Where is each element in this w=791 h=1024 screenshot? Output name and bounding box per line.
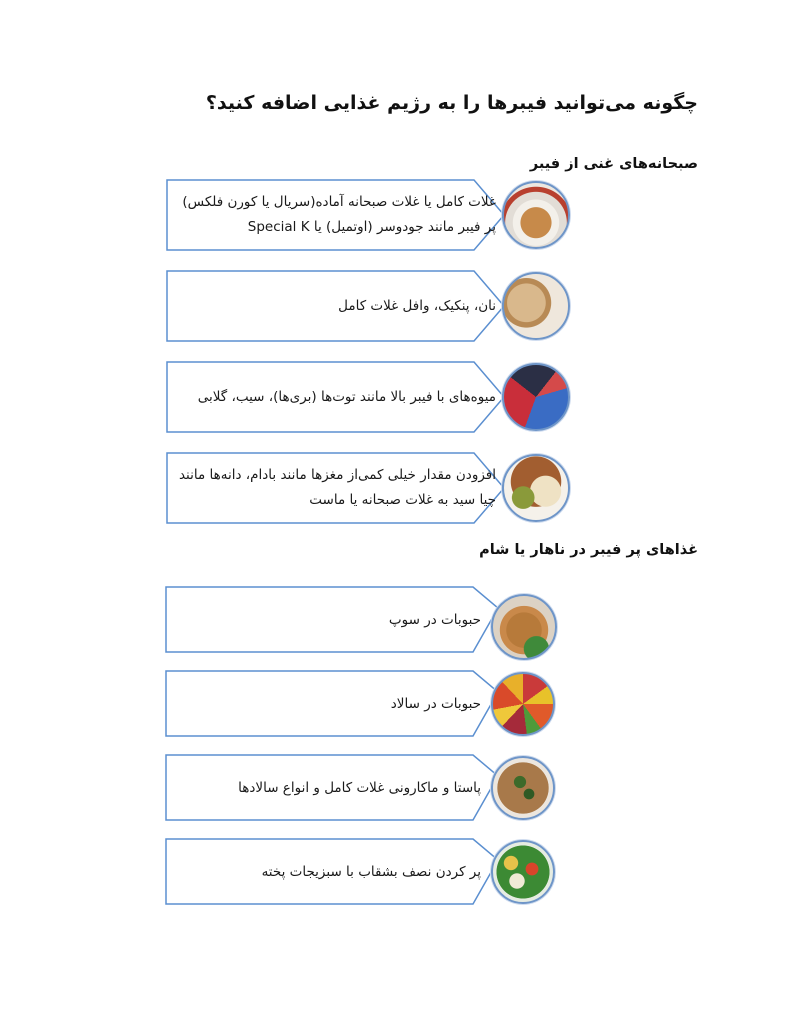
- pasta-image: [491, 756, 555, 820]
- item-text: پر کردن نصف بشقاب با سبزیجات پخته: [261, 863, 481, 880]
- list-item: [165, 838, 565, 906]
- nuts-image: [502, 454, 570, 522]
- bean-salad-image: [491, 672, 555, 736]
- item-text: افزودن مقدار خیلی کمی‌از مغزها مانند بادام، دانه‌ها مانند چیا سید به غلات صبحانه یا ماست: [178, 467, 496, 508]
- bread-image: [502, 272, 570, 340]
- list-item: [166, 179, 576, 251]
- list-item: [165, 754, 565, 822]
- list-item: [166, 452, 576, 524]
- page-title: چگونه می‌توانید فیبرها را به رژیم غذایی اضافه کنید؟: [205, 92, 698, 114]
- list-item: [165, 586, 565, 654]
- cereal-bowl-image: [502, 181, 570, 249]
- item-text: نان، پنکیک، وافل غلات کامل: [338, 297, 496, 314]
- vegetables-image: [491, 840, 555, 904]
- berries-image: [502, 363, 570, 431]
- list-item: [166, 270, 576, 342]
- item-text: غلات کامل یا غلات صبحانه آماده(سریال یا کورن فلکس) پر فیبر مانند جودوسر (اوتمیل) یا Special K: [182, 194, 496, 235]
- section-heading-breakfast: صبحانه‌های غنی از فیبر: [529, 156, 698, 172]
- item-text: پاستا و ماکارونی غلات کامل و انواع سالادها: [238, 779, 481, 796]
- section-heading-lunch-dinner: غذاهای پر فیبر در ناهار یا شام: [479, 542, 698, 558]
- list-item: [165, 670, 565, 738]
- item-text: میوه‌های با فیبر بالا مانند توت‌ها (بری‌ها)، سیب، گلابی: [197, 388, 496, 405]
- item-text: حبوبات در سوپ: [388, 611, 481, 628]
- item-text: حبوبات در سالاد: [390, 695, 481, 712]
- lentil-soup-image: [491, 594, 557, 660]
- list-item: [166, 361, 576, 433]
